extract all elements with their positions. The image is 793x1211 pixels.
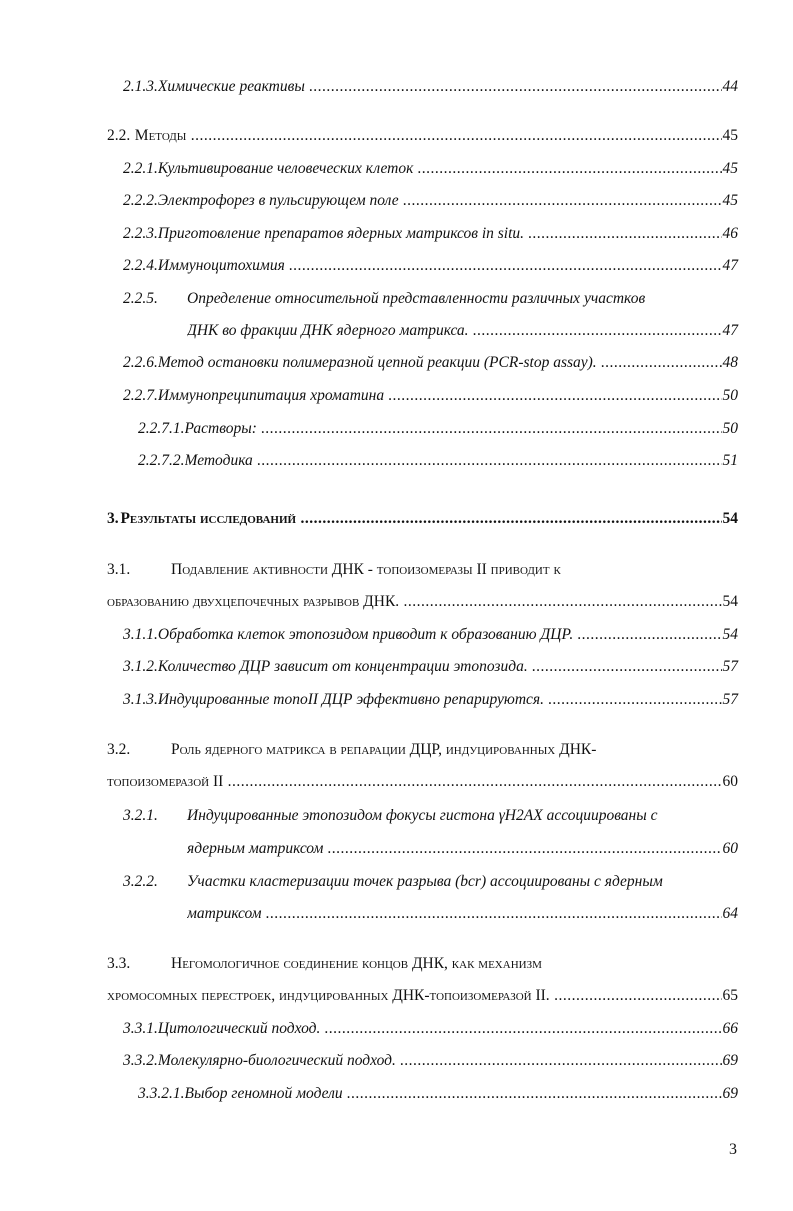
toc-page: 47 <box>722 257 738 274</box>
toc-number: 3.2.2. <box>123 873 158 890</box>
toc-entry <box>123 257 738 275</box>
toc-number: 3.3.1. <box>123 1020 158 1037</box>
toc-title: Выбор геномной модели ..... <box>185 1085 722 1103</box>
toc-title: Индуцированные этопозидом фокусы гистона γH2AX ассоциированы с <box>187 807 658 824</box>
toc-page: 69 <box>722 1052 738 1069</box>
toc-entry-first-line <box>123 807 658 825</box>
toc-title: Иммуноцитохимия ..... <box>158 257 722 275</box>
toc-entry <box>123 658 738 676</box>
toc-number: 2.1.3. <box>123 78 158 95</box>
toc-entry-first-line <box>123 290 645 308</box>
toc-page: 64 <box>722 905 738 922</box>
toc-title: Подавление активности ДНК - топоизомеразы II приводит к <box>171 561 561 578</box>
toc-page: 66 <box>722 1020 738 1037</box>
toc-title: Методика ..... <box>185 452 722 470</box>
toc-entry <box>123 192 738 210</box>
toc-title-continued: ядерным матриксом ..... <box>187 840 722 858</box>
toc-entry <box>187 322 738 340</box>
toc-entry <box>187 840 738 858</box>
toc-entry <box>138 452 738 470</box>
toc-number: 2.2.5. <box>123 290 158 307</box>
toc-page: 57 <box>722 658 738 675</box>
toc-entry-first-line <box>107 741 596 759</box>
toc-title: Культивирование человеческих клеток ..... <box>158 160 722 178</box>
toc-number: 3.1.2. <box>123 658 158 675</box>
toc-page: 44 <box>722 78 738 95</box>
toc-number: 3.1.3. <box>123 691 158 708</box>
toc-number: 2.2.6. <box>123 354 158 371</box>
toc-title-continued: образованию двухцепочечных разрывов ДНК. ..... <box>107 593 722 611</box>
toc-title: Химические реактивы ..... <box>158 78 722 96</box>
toc-page: 60 <box>722 840 738 857</box>
toc-number: 2.2.7. <box>123 387 158 404</box>
toc-entry <box>123 1052 738 1070</box>
toc-entry <box>138 420 738 438</box>
toc-title: Методы ..... <box>135 127 722 145</box>
toc-page: 47 <box>722 322 738 339</box>
toc-number: 3. <box>107 510 119 527</box>
toc-title: Обработка клеток этопозидом приводит к образованию ДЦР. ..... <box>158 626 722 644</box>
toc-entry <box>123 354 738 372</box>
toc-title: Участки кластеризации точек разрыва (bcr) ассоциированы с ядерным <box>187 873 663 890</box>
toc-title: Роль ядерного матрикса в репарации ДЦР, индуцированных ДНК- <box>171 741 597 758</box>
toc-entry-first-line <box>123 873 663 891</box>
toc-number: 3.2.1. <box>123 807 158 824</box>
toc-title: Определение относительной представленности различных участков <box>187 290 646 307</box>
toc-entry <box>138 1085 738 1103</box>
toc-page: 51 <box>722 452 738 469</box>
toc-entry <box>123 160 738 178</box>
toc-title: Количество ДЦР зависит от концентрации этопозида. ..... <box>158 658 722 676</box>
toc-number: 2.2. <box>107 127 131 144</box>
toc-page: 50 <box>722 420 738 437</box>
toc-title: Иммунопреципитация хроматина ..... <box>158 387 722 405</box>
toc-number: 3.3. <box>107 955 131 972</box>
toc-entry-first-line <box>107 955 542 973</box>
toc-number: 2.2.7.2. <box>138 452 185 469</box>
toc-title: Негомологичное соединение концов ДНК, как механизм <box>171 955 542 972</box>
toc-entry <box>123 387 738 405</box>
toc-number: 3.1. <box>107 561 131 578</box>
toc-number: 2.2.1. <box>123 160 158 177</box>
toc-number: 3.3.2. <box>123 1052 158 1069</box>
toc-entry <box>123 1020 738 1038</box>
toc-title: Приготовление препаратов ядерных матриксов in situ. ..... <box>158 225 722 243</box>
toc-title: Результаты исследований ..... <box>120 510 721 528</box>
toc-entry <box>107 773 738 791</box>
toc-page: 50 <box>722 387 738 404</box>
toc-page: 65 <box>722 987 738 1004</box>
toc-number: 3.1.1. <box>123 626 158 643</box>
page-number: 3 <box>729 1141 737 1158</box>
toc-page: 69 <box>722 1085 738 1102</box>
toc-page: 54 <box>722 626 738 643</box>
toc-number: 2.2.4. <box>123 257 158 274</box>
toc-page: 45 <box>722 160 738 177</box>
toc-number: 2.2.7.1. <box>138 420 185 437</box>
toc-entry <box>123 225 738 243</box>
toc-entry <box>187 905 738 923</box>
toc-entry-first-line <box>107 561 561 579</box>
toc-page: 45 <box>722 127 738 144</box>
toc-page: 46 <box>722 225 738 242</box>
toc-page: 60 <box>722 773 738 790</box>
toc-title-continued: ДНК во фракции ДНК ядерного матрикса. ..... <box>187 322 722 340</box>
toc-page: 54 <box>722 510 738 527</box>
toc-entry <box>107 127 738 145</box>
toc-number: 2.2.3. <box>123 225 158 242</box>
toc-title: Растворы: ..... <box>185 420 722 438</box>
toc-title-continued: хромосомных перестроек, индуцированных ДНК-топоизомеразой II. ..... <box>107 987 722 1005</box>
toc-number: 2.2.2. <box>123 192 158 209</box>
toc-entry <box>123 626 738 644</box>
toc-entry <box>123 691 738 709</box>
toc-title: Электрофорез в пульсирующем поле ..... <box>158 192 722 210</box>
toc-title: Цитологический подход. ..... <box>158 1020 722 1038</box>
toc-entry <box>107 510 738 528</box>
toc-title-continued: матриксом ..... <box>187 905 722 923</box>
toc-title: Метод остановки полимеразной цепной реакции (PCR-stop assay). ..... <box>158 354 722 372</box>
toc-entry <box>107 593 738 611</box>
toc-number: 3.3.2.1. <box>138 1085 185 1102</box>
toc-page: 45 <box>722 192 738 209</box>
toc-entry <box>107 987 738 1005</box>
toc-number: 3.2. <box>107 741 131 758</box>
toc-title: Молекулярно-биологический подход. ..... <box>158 1052 722 1070</box>
toc-entry <box>123 78 738 96</box>
toc-page: 48 <box>722 354 738 371</box>
toc-title: Индуцированные топоII ДЦР эффективно репарируются. ..... <box>158 691 722 709</box>
toc-title-continued: топоизомеразой II ..... <box>107 773 722 791</box>
toc-page: 57 <box>722 691 738 708</box>
toc-page: 54 <box>722 593 738 610</box>
